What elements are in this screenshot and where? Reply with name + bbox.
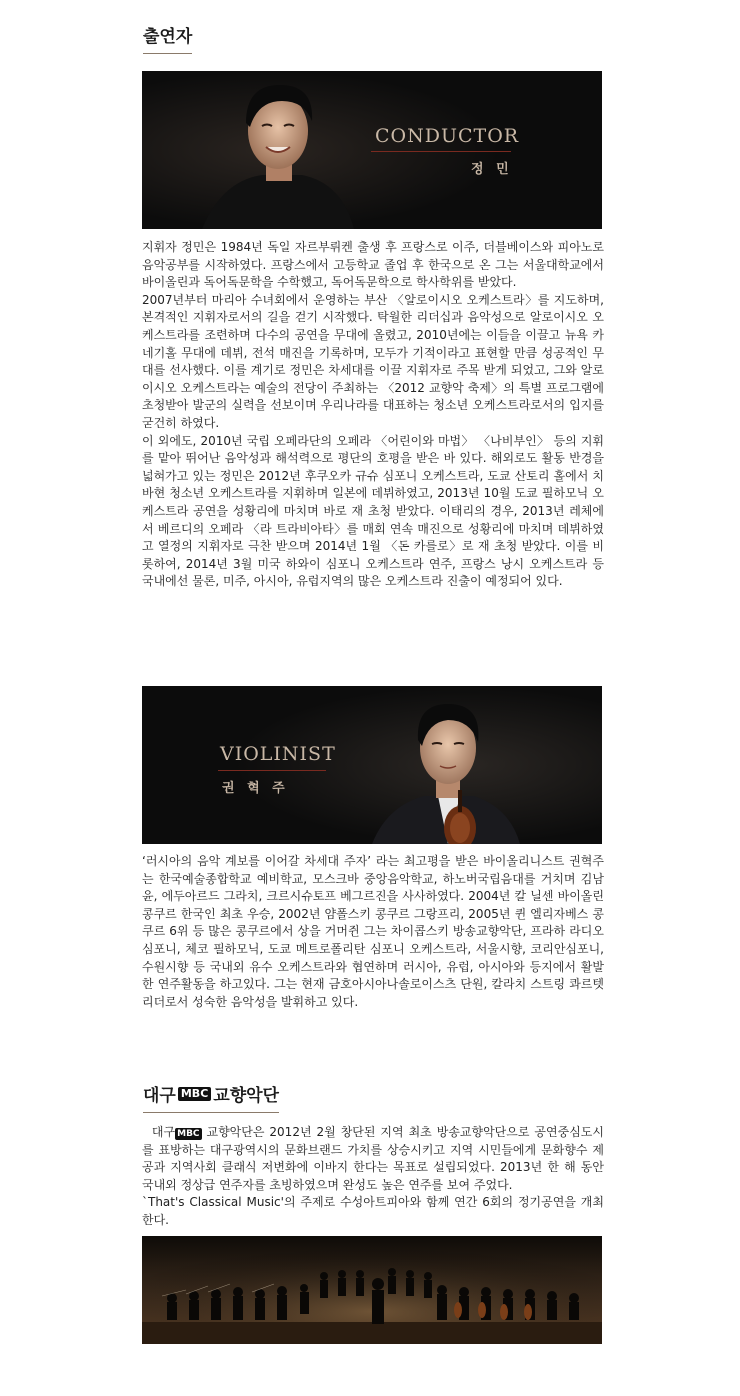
violinist-role: VIOLINIST	[220, 743, 336, 765]
conductor-bio-paragraph: 지휘자 정민은 1984년 독일 자르부뤼켄 출생 후 프랑스로 이주, 더블베이스와 피아노로 음악공부를 시작하였다. 프랑스에서 고등학교 졸업 후 한국으로 온 그는 서울대학교에서 바이올린과 독어독문학을 수학했고, 독어독문학으로 학사학위를 받았다.	[142, 240, 604, 290]
orchestra-bio-paragraph	[142, 1124, 604, 1194]
conductor-divider	[371, 151, 511, 152]
performers-section-title: 출연자	[143, 22, 192, 54]
orchestra-title-suffix: 교향악단	[213, 1086, 279, 1106]
orchestra-bio-prefix: 대구	[142, 1125, 176, 1139]
orchestra-section-title	[143, 1081, 279, 1113]
conductor-banner	[142, 71, 602, 229]
conductor-role: CONDUCTOR	[375, 125, 520, 147]
violinist-photo	[142, 686, 602, 844]
violinist-banner	[142, 686, 602, 844]
orchestra-photo	[142, 1236, 602, 1344]
violinist-bio-paragraph: ‘러시아의 음악 계보를 이어갈 차세대 주자’ 라는 최고평을 받은 바이올리니스트 권혁주는 한국예술종합학교 예비학교, 모스크바 중앙음악학교, 하노버국립음대를 거치며 김남윤, 에두아르드 그라치, 크르시슈토프 베그르진을 사사하였다. 2004년 칼 닐센 바이올린 콩쿠르 한국인 최초 우승, 2002년 얌폴스키 콩쿠르 그랑프리, 2005년 퀸 엘리자베스 콩쿠르 6위 등 많은 콩쿠르에서 상을 거머쥔 그는 차이콥스키 방송교향악단, 프라하 라디오 심포니, 체코 필하모닉, 도쿄 메트로폴리탄 심포니 오케스트라, 서울시향, 코리안심포니, 수원시향 등 국내외 유수 오케스트라와 협연하며 러시아, 유럽, 아시아와 등지에서 활발한 연주활동을 하고있다. 그는 현재 금호아시아나솔로이스츠 단원, 칼라치 스트링 콰르텟 리더로서 성숙한 음악성을 발휘하고 있다.	[142, 854, 604, 1009]
conductor-bio	[142, 239, 604, 591]
mbc-logo: MBC	[178, 1087, 211, 1101]
orchestra-bio-paragraph: `That's Classical Music'의 주제로 수성아트피아와 함께 연간 6회의 정기공연을 개최한다.	[142, 1195, 604, 1227]
conductor-name: 정 민	[471, 162, 513, 177]
orchestra-title-prefix: 대구	[143, 1086, 176, 1106]
conductor-bio-paragraph: 2007년부터 마리아 수녀회에서 운영하는 부산 〈알로이시오 오케스트라〉를 지도하며, 본격적인 지휘자로서의 길을 걷기 시작했다. 탁월한 리더십과 음악성으로 알로이시오 오케스트라를 조련하며 다수의 공연을 무대에 올렸고, 2010년에는 이들을 이끌고 뉴욕 카네기홀 무대에 데뷔, 전석 매진을 기록하며, 모두가 기적이라고 표현할 만큼 성공적인 무대를 선사했다. 이를 계기로 정민은 차세대를 이끌 지휘자로 주목 받게 되었고, 그와 알로이시오 오케스트라는 예술의 전당이 주최하는 〈2012 교향악 축제〉의 특별 프로그램에 초청받아 발군의 실력을 선보이며 우리나라를 대표하는 청소년 오케스트라로서의 입지를 굳건히 하였다.	[142, 292, 604, 430]
orchestra-bio-rest: 교향악단은 2012년 2월 창단된 지역 최초 방송교향악단으로 공연중심도시를 표방하는 대구광역시의 문화브랜드 가치를 상승시키고 지역 시민들에게 문화향수 제공과 지역사회 클래식 저변화에 이바지 한다는 목표로 설립되었다. 2013년 한 해 동안 국내외 정상급 연주자를 초빙하였으며 완성도 높은 연주를 보여 주었다.	[142, 1125, 604, 1192]
orchestra-image	[142, 1236, 602, 1344]
violinist-name: 권 혁 주	[222, 781, 289, 796]
conductor-bio-paragraph: 이 외에도, 2010년 국립 오페라단의 오페라 〈어린이와 마법〉 〈나비부인〉 등의 지휘를 맡아 뛰어난 음악성과 해석력으로 평단의 호평을 받은 바 있다. 해외로도 활동 반경을 넓혀가고 있는 정민은 2012년 후쿠오카 규슈 심포니 오케스트라, 도쿄 산토리 홀에서 치바현 청소년 오케스트라를 지휘하며 일본에 데뷔하였고, 2013년 10월 도쿄 필하모닉 오케스트라 공연을 성황리에 마치며 바로 재 초청 받았다. 이태리의 경우, 2013년 레체에서 베르디의 오페라 〈라 트라비아타〉를 매회 연속 매진으로 성황리에 마치며 데뷔하였고 열정의 지휘자로 극찬 받으며 2014년 1월 〈돈 카를로〉로 재 초청 받았다. 이를 비롯하여, 2014년 3월 미국 하와이 심포니 오케스트라 연주, 프랑스 낭시 오케스트라 등 국내에선 물론, 미주, 아시아, 유럽지역의 많은 오케스트라 진출이 예정되어 있다.	[142, 433, 604, 589]
mbc-logo-inline: MBC	[177, 1129, 200, 1139]
conductor-photo	[142, 71, 602, 229]
violinist-divider	[218, 770, 326, 771]
orchestra-bio	[142, 1124, 604, 1230]
violinist-bio	[142, 853, 604, 1011]
